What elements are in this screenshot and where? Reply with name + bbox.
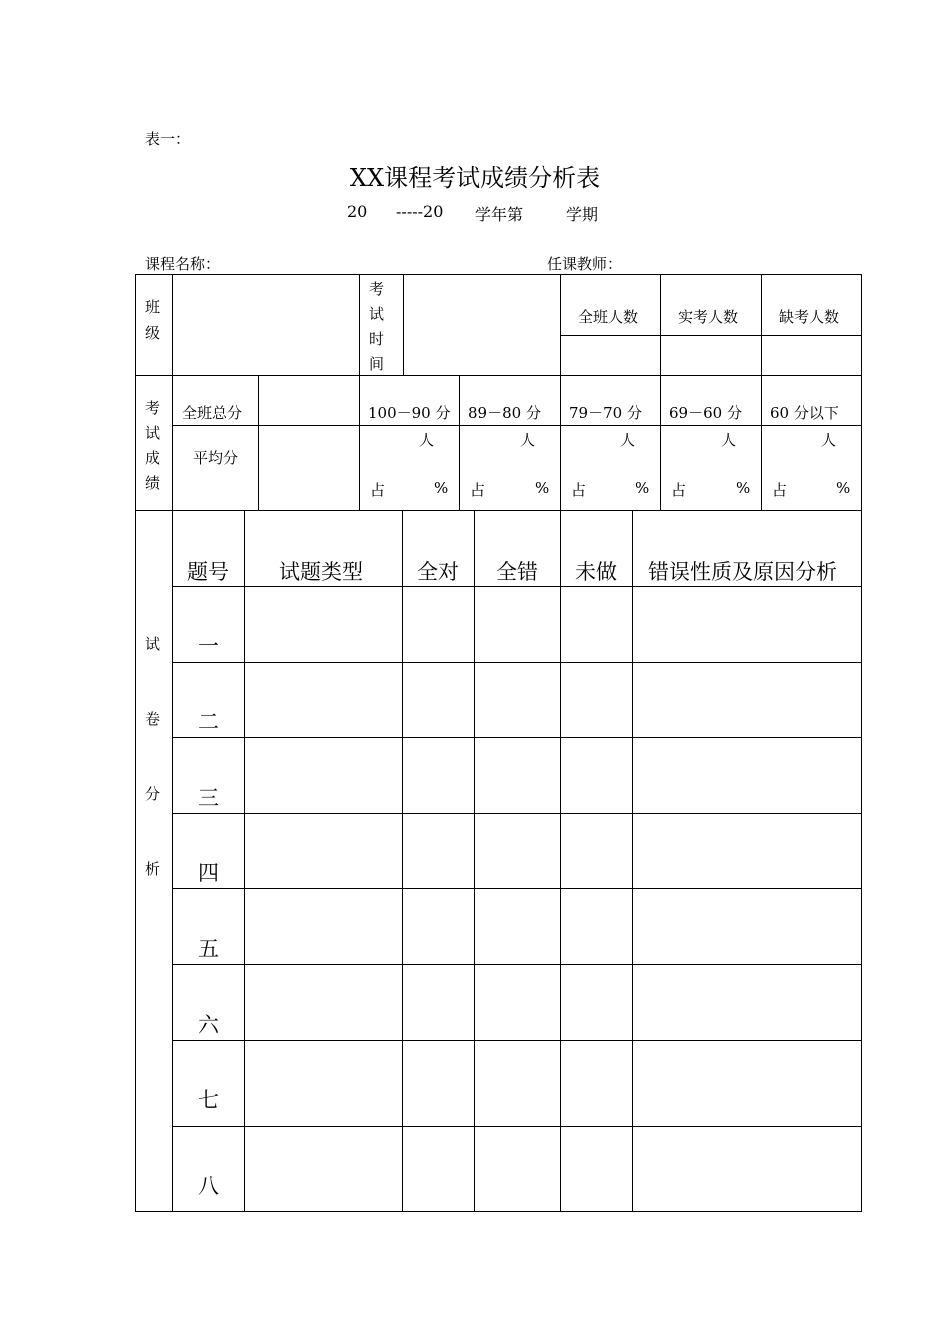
present-students-header: 实考人数: [678, 308, 739, 326]
row-label-1: 一: [198, 634, 219, 658]
share-unit-3: %: [635, 479, 650, 497]
share-unit-1: %: [434, 479, 449, 497]
range-below-60: 60 分以下: [770, 404, 839, 422]
header-not-done: 未做: [575, 560, 617, 584]
table-label: 表一：: [145, 130, 191, 148]
person-unit-3: 人: [620, 431, 636, 449]
range-89-80: 89－80 分: [468, 404, 541, 422]
header-question-type: 试题类型: [279, 560, 363, 584]
row-label-8: 八: [198, 1174, 219, 1198]
analysis-section-char-4: 析: [145, 860, 161, 878]
exam-time-char-4: 间: [369, 355, 385, 373]
person-unit-1: 人: [419, 431, 435, 449]
range-69-60: 69－60 分: [669, 404, 742, 422]
share-unit-2: %: [535, 479, 550, 497]
header-all-wrong: 全错: [496, 560, 538, 584]
exam-time-char-1: 考: [369, 280, 385, 298]
person-unit-4: 人: [721, 431, 737, 449]
exam-time-char-3: 时: [369, 330, 385, 348]
share-unit-4: %: [736, 479, 751, 497]
analysis-section-char-2: 卷: [145, 710, 161, 728]
year-start: 20: [347, 202, 368, 221]
class-label-char-2: 级: [145, 324, 161, 342]
teacher-label: 任课教师：: [547, 255, 623, 273]
absent-students-header: 缺考人数: [779, 308, 840, 326]
row-label-6: 六: [198, 1013, 219, 1037]
share-prefix-2: 占: [470, 481, 486, 499]
range-79-70: 79－70 分: [569, 404, 642, 422]
analysis-section-char-1: 试: [145, 635, 161, 653]
page-title: XX课程考试成绩分析表: [349, 164, 601, 192]
row-label-2: 二: [198, 710, 219, 734]
share-unit-5: %: [836, 479, 851, 497]
class-label-char-1: 班: [145, 298, 161, 316]
row-label-4: 四: [198, 861, 219, 885]
score-section-char-4: 绩: [145, 474, 161, 492]
row-label-5: 五: [198, 937, 219, 961]
share-prefix-4: 占: [671, 481, 687, 499]
total-students-header: 全班人数: [578, 308, 639, 326]
person-unit-5: 人: [821, 431, 837, 449]
share-prefix-5: 占: [772, 481, 788, 499]
share-prefix-3: 占: [571, 481, 587, 499]
row-label-3: 三: [198, 786, 219, 810]
exam-time-char-2: 试: [369, 305, 385, 323]
header-error-analysis: 错误性质及原因分析: [648, 560, 837, 584]
class-total-label: 全班总分: [182, 404, 243, 422]
score-section-char-1: 考: [145, 399, 161, 417]
range-100-90: 100－90 分: [368, 404, 451, 422]
score-section-char-3: 成: [145, 449, 161, 467]
share-prefix-1: 占: [370, 481, 386, 499]
term-suffix: 学期: [566, 205, 599, 224]
score-section-char-2: 试: [145, 424, 161, 442]
year-end: -----20: [396, 202, 444, 221]
course-name-label: 课程名称：: [145, 255, 221, 273]
header-all-correct: 全对: [417, 560, 459, 584]
header-question-number: 题号: [187, 560, 229, 584]
row-label-7: 七: [198, 1088, 219, 1112]
average-label: 平均分: [193, 449, 239, 467]
person-unit-2: 人: [520, 431, 536, 449]
year-suffix: 学年第: [475, 205, 524, 224]
analysis-section-char-3: 分: [145, 785, 161, 803]
